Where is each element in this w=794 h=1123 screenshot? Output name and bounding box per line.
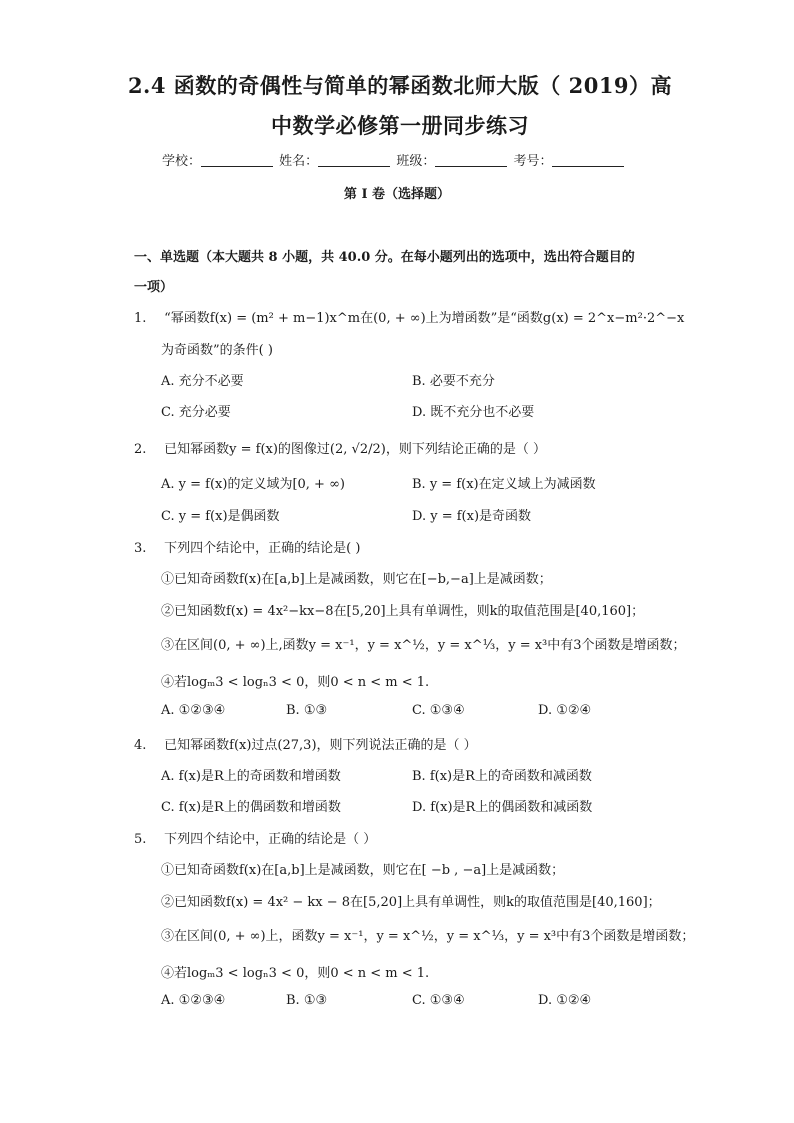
question-3-option-d[interactable]: D. ①②④ [538,703,592,718]
section-header [134,243,664,303]
question-4-option-a[interactable]: A. f(x)是R上的奇函数和增函数 [161,769,341,784]
question-2-option-a[interactable]: A. y = f(x)的定义域为[0, + ∞) [161,477,345,492]
section-header-line-1: 一、单选题（本大题共 8 小题，共 40.0 分。在每小题列出的选项中，选出符合题目的 [134,250,635,265]
question-text: 已知幂函数y = f(x)的图像过(2, √2/2)，则下列结论正确的是（ ） [164,442,546,457]
name-label: 姓名： [279,154,319,169]
question-text: 已知幂函数f(x)过点(27,3)，则下列说法正确的是（ ） [164,738,477,753]
question-3-statement-3: ③在区间(0, + ∞)上,函数y = x⁻¹，y = x^½，y = x^⅓，y = x³中有3个函数是增函数； [161,638,686,653]
question-3-option-b[interactable]: B. ①③ [286,703,328,718]
question-text: “幂函数f(x) = (m² + m−1)x^m在(0, + ∞)上为增函数”是“函数g(x) = 2^x−m²·2^−x [164,311,685,326]
question-number: 2. [134,442,147,457]
exam-no-label: 考号： [513,154,553,169]
question-3-option-a[interactable]: A. ①②③④ [161,703,226,718]
question-text: 下列四个结论中，正确的结论是（ ） [164,832,377,847]
question-5-statement-1: ①已知奇函数f(x)在[a,b]上是减函数，则它在[ −b , −a]上是减函数； [161,863,565,878]
question-1-option-b[interactable]: B. 必要不充分 [412,374,495,389]
question-3 [134,537,360,556]
question-2-option-b[interactable]: B. y = f(x)在定义域上为减函数 [412,477,596,492]
question-4-option-c[interactable]: C. f(x)是R上的偶函数和增函数 [161,800,341,815]
question-3-option-c[interactable]: C. ①③④ [412,703,465,718]
question-4-option-b[interactable]: B. f(x)是R上的奇函数和减函数 [412,769,592,784]
document-title-line-1: 2.4 函数的奇偶性与简单的幂函数北师大版（ 2019）高 [127,73,673,98]
question-5-option-d[interactable]: D. ①②④ [538,993,592,1008]
exam-no-blank [552,154,624,167]
question-3-statement-1: ①已知奇函数f(x)在[a,b]上是减函数，则它在[−b,−a]上是减函数； [161,572,552,587]
school-blank [201,154,273,167]
question-1-option-d[interactable]: D. 既不充分也不必要 [412,405,535,420]
question-5 [134,828,376,847]
school-label: 学校： [162,154,202,169]
section-header-line-2: 一项） [134,280,174,295]
question-4-option-d[interactable]: D. f(x)是R上的偶函数和减函数 [412,800,593,815]
question-number: 3. [134,541,147,556]
question-2 [134,438,546,457]
question-3-statement-2: ②已知函数f(x) = 4x²−kx−8在[5,20]上具有单调性，则k的取值范围是[40,160]； [161,604,645,619]
question-1-option-c[interactable]: C. 充分必要 [161,405,231,420]
question-number: 4. [134,738,147,753]
question-5-option-c[interactable]: C. ①③④ [412,993,465,1008]
class-blank [435,154,507,167]
question-1-option-a[interactable]: A. 充分不必要 [161,374,244,389]
student-info-row [162,150,626,169]
question-number: 5. [134,832,147,847]
question-1-line-2: 为奇函数”的条件( ) [161,343,273,358]
question-5-statement-4: ④若logₘ3 < logₙ3 < 0，则0 < n < m < 1. [161,966,430,981]
question-5-option-b[interactable]: B. ①③ [286,993,328,1008]
question-5-option-a[interactable]: A. ①②③④ [161,993,226,1008]
document-title-line-2: 中数学必修第一册同步练习 [271,113,529,138]
question-number: 1. [134,311,147,326]
question-text: 下列四个结论中，正确的结论是( ) [164,541,361,556]
question-1 [134,307,684,326]
question-2-option-c[interactable]: C. y = f(x)是偶函数 [161,509,280,524]
question-4 [134,734,477,753]
question-5-statement-3: ③在区间(0, + ∞)上，函数y = x⁻¹，y = x^½，y = x^⅓，y = x³中有3个函数是增函数； [161,929,695,944]
question-5-statement-2: ②已知函数f(x) = 4x² − kx − 8在[5,20]上具有单调性，则k的取值范围是[40,160]； [161,895,661,910]
volume-heading: 第 I 卷（选择题） [343,187,451,202]
question-2-option-d[interactable]: D. y = f(x)是奇函数 [412,509,532,524]
class-label: 班级： [396,154,436,169]
question-3-statement-4: ④若logₘ3 < logₙ3 < 0，则0 < n < m < 1. [161,675,430,690]
name-blank [318,154,390,167]
